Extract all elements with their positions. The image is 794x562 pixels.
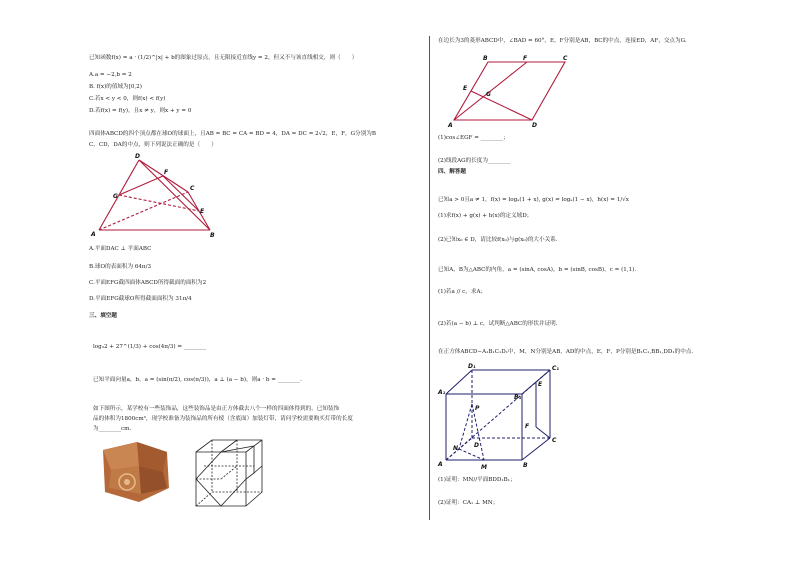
label-d: D [474,442,479,449]
q2-option-a: A.平面DAC ⊥ 平面ABC [89,246,152,252]
cube-figure [432,362,572,474]
label-a: A [448,122,453,129]
label-d: D [135,153,140,160]
fill3-line1: 如下图所示，某学校有一些装饰品，这些装饰品是由正方体截去八个一样的四面体得到的，已知装饰 [93,406,340,412]
q1-option-d: D.若f(x) = f(y)，且x ≠ y，则x + y = 0 [89,108,192,114]
q2-option-b: B.球O的表面积为 64π/3 [89,264,152,270]
fill2: 已知平面向量a，b，a = (sin(π/2), cos(π/3))，a ⊥ (a − b)，则a · b = ________. [93,377,302,383]
label-e: E [463,85,468,92]
label-a1: A₁ [438,389,446,396]
label-b: B [483,55,488,62]
rhombus-figure [450,52,580,128]
r3-stem: 已知A，B为△ABC的内角，a = (sinA, cosA)，b = (sinB, cosB)，c = (1,1). [438,267,637,273]
label-d1: D₁ [468,363,476,370]
fill3-line3: 为________cm. [93,426,132,432]
q1-option-a: A.a = −2,b = 2 [89,72,132,78]
label-a: A [438,461,443,468]
column-divider [429,36,430,520]
label-e: E [538,381,543,388]
q2-option-d: D.平面EFG截球O所得截面面积为 31π/4 [89,296,192,302]
r2-part1: (1)求f(x) + g(x) + h(x)的定义域D； [438,213,533,219]
section4-heading: 四、解答题 [438,169,466,175]
r2-stem: 已知a > 0且a ≠ 1，f(x) = logₐ(1 + x), g(x) = logₐ(1 − x)，h(x) = 1/√x [438,197,629,203]
label-b: B [210,232,215,239]
cuboctahedron-wireframe [192,436,266,510]
label-f: F [525,423,530,430]
label-c: C [552,437,557,444]
fill1: log₃2 + 27^(1/3) + cos(4π/3) = ________ [93,344,207,350]
section3-heading: 三、填空题 [89,313,117,319]
label-f: F [164,169,169,176]
r3-part1: (1)若a // c，求A； [438,289,487,295]
label-n: N [453,445,459,452]
q2-option-c: C.平面EFG截四面体ABCD所得截面的面积为2 [89,280,207,286]
r4-stem: 在正方体ABCD−A₁B₁C₁D₁中，M，N分别是AB，AD的中点，E，F，P分别是B₁C₁,BB₁,DD₁的中点. [438,349,694,355]
r3-part2: (2)若(a − b) ⊥ c，试判断△ABC的形状并证明. [438,321,558,327]
label-a: A [91,231,96,238]
q1-option-c: C.若x < y < 0，则f(x) < f(y) [89,96,166,102]
r2-part2: (2)已知x₀ ∈ D，请比较f(x₀)与g(x₀)的大小关系. [438,237,558,243]
label-p: P [475,405,480,412]
label-b1: B₁ [514,394,522,401]
r1-part1: (1)cos∠EGF = ________； [438,135,509,141]
label-f: F [523,55,528,62]
q1-option-b: B. f(x)的值域为[0,2) [89,84,142,90]
label-c: C [190,185,195,192]
label-d: D [532,122,537,129]
fill3-line2: 品的体积为1800cm³，现学校准备为装饰品的所有棱（含底面）加装灯带，请问学校需要购买灯带的长度 [93,416,353,422]
r4-part2: (2)证明：CA₁ ⊥ MN； [438,500,499,506]
label-c: C [563,55,568,62]
label-g: G [486,91,491,98]
r1-stem: 在边长为3的菱形ABCD中，∠BAD = 60°，E，F分别是AB，BC的中点，连接ED，AF，交点为G. [438,38,687,44]
q2-stem-line2: C，CD，DA的中点，则下列说法正确的是（ ） [89,142,217,148]
label-g: G [113,193,118,200]
r4-part1: (1)证明：MN//平面BDD₁B₁； [438,477,516,483]
label-m: M [481,464,487,471]
q1-stem: 已知函数f(x) = a · (1/2)^|x| + b的图象过原点，且无限接近直线y = 2，但又不与该直线相交，则（ ） [89,55,358,61]
r1-part2: (2)线段AG的长度为________ [438,158,511,164]
label-b: B [523,462,528,469]
decoration-photo [97,440,173,504]
label-e: E [200,208,205,215]
q2-stem-line1: 四面体ABCD的四个顶点都在球O的球面上，且AB = BC = CA = BD = 4，DA = DC = 2√2，E，F，G分别为B [89,131,376,137]
tetrahedron-figure [85,152,225,242]
label-c1: C₁ [552,365,560,372]
